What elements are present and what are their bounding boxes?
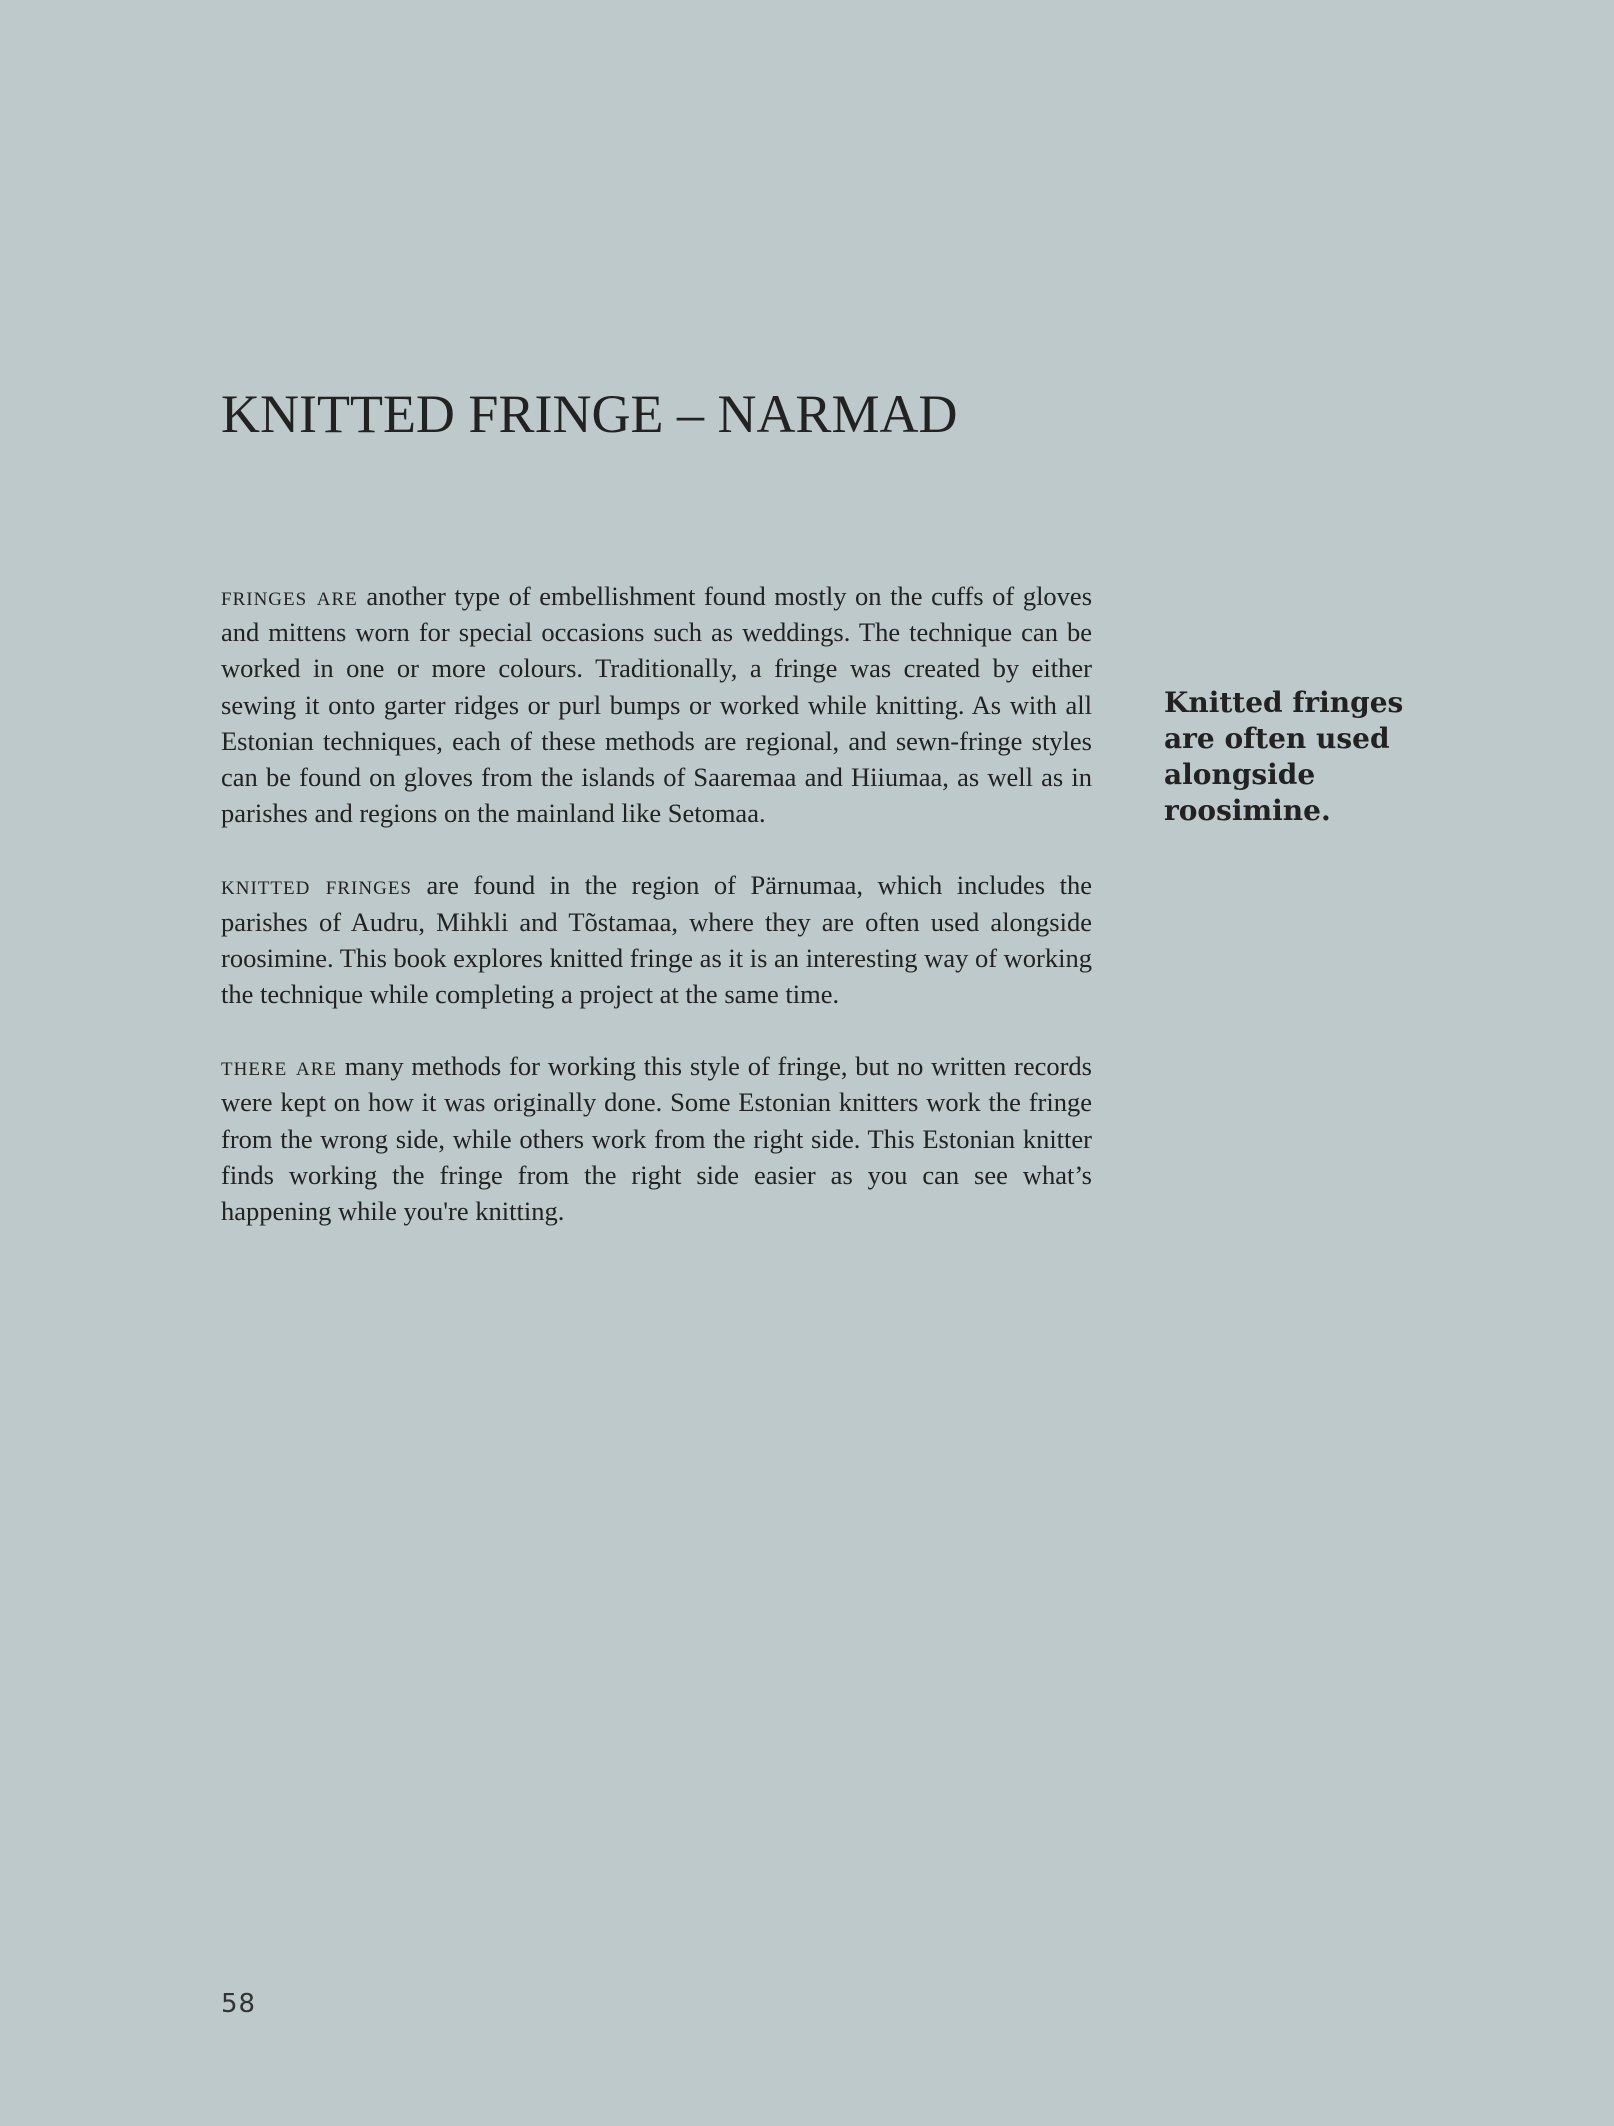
paragraph-lead: knitted fringes (221, 870, 412, 901)
body-text (221, 578, 1092, 1265)
paragraph-text: another type of embellishment found mostly on the cuffs of gloves and mittens worn for special occasions such as weddings. The technique can be worked in one or more colours. Traditionally, a fringe was created by either sewing it onto garter ridges or purl bumps or worked while knitting. As with all Estonian techniques, each of these methods are regional, and sewn-fringe styles can be found on gloves from the islands of Saaremaa and Hiiumaa, as well as in parishes and regions on the mainland like Setomaa. (221, 581, 1093, 829)
paragraph-text: many methods for working this style of fringe, but no written records were kept on how it was originally done. Some Estonian knitters work the fringe from the wrong side, while others work from the right side. This Estonian knitter finds working the fringe from the right side easier as you can see what’s happening while you're knitting. (221, 1051, 1092, 1227)
paragraph-text: are found in the region of Pärnumaa, which includes the parishes of Audru, Mihkli and Tõstamaa, where they are often used alongside roosimine. This book explores knitted fringe as it is an interesting way of working the technique while completing a project at the same time. (221, 870, 1092, 1010)
paragraph-there-are (221, 1048, 1092, 1229)
page-number: 58 (221, 1989, 257, 2019)
pull-quote-line: are often used (1164, 722, 1390, 755)
pull-quote-line: Knitted fringes (1164, 686, 1404, 719)
pull-quote-line: roosimine. (1164, 794, 1331, 827)
pull-quote (1164, 685, 1424, 829)
paragraph-lead: there are (221, 1051, 337, 1082)
pull-quote-line: alongside (1164, 758, 1316, 791)
paragraph-fringes-are (221, 578, 1092, 831)
paragraph-lead: fringes are (221, 581, 358, 611)
paragraph-knitted-fringes (221, 867, 1092, 1012)
page-title: KNITTED FRINGE – NARMAD (221, 384, 958, 444)
